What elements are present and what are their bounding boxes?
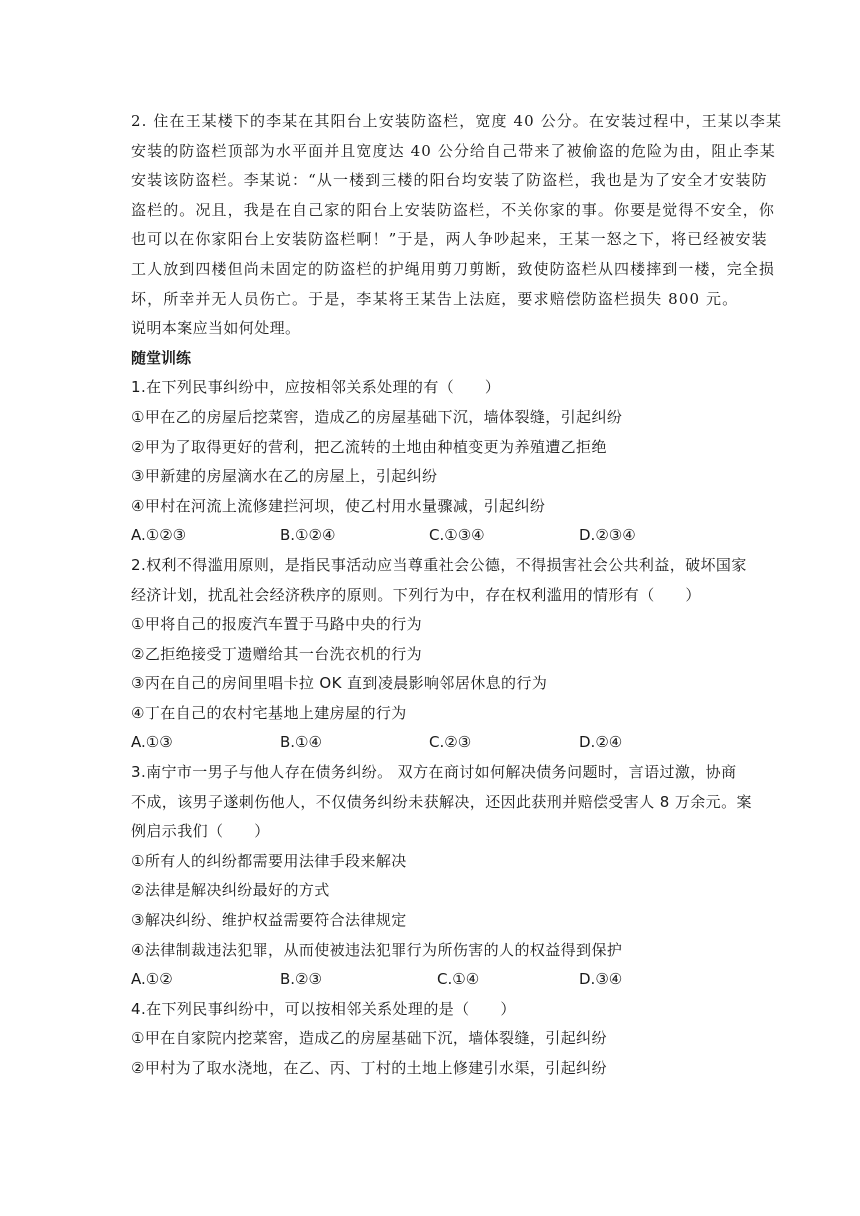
question-stem: 3.南宁市一男子与他人存在债务纠纷。 双方在商讨如何解决债务问题时，言语过激，协商	[131, 763, 737, 782]
question-3	[131, 758, 752, 995]
question-stem: 不成，该男子遂刺伤他人，不仅债务纠纷未获解决，还因此获刑并赔偿受害人 8 万余元。案	[131, 792, 752, 811]
question-item: ③甲新建的房屋滴水在乙的房屋上，引起纠纷	[131, 467, 438, 486]
option-d: D.③④	[579, 970, 623, 989]
option-c: C.①③④	[429, 526, 485, 545]
option-d: D.②④	[579, 733, 623, 752]
question-item: ④丁在自己的农村宅基地上建房屋的行为	[131, 703, 407, 722]
question-2	[131, 551, 747, 758]
question-stem: 1.在下列民事纠纷中，应按相邻关系处理的有（ ）	[131, 378, 501, 397]
case-line: 也可以在你家阳台上安装防盗栏啊！”于是，两人争吵起来，王某一怒之下，将已经被安装	[131, 230, 768, 249]
question-4	[131, 995, 737, 1084]
option-b: B.②③	[280, 970, 322, 989]
answer-options	[131, 728, 737, 758]
case-prompt: 说明本案应当如何处理。	[131, 319, 301, 338]
question-item: ④甲村在河流上流修建拦河坝，使乙村用水量骤减，引起纠纷	[131, 496, 546, 515]
answer-options	[131, 521, 737, 551]
document-content	[131, 107, 783, 1084]
case-line: 工人放到四楼但尚未固定的防盗栏的护绳用剪刀剪断，致使防盗栏从四楼摔到一楼，完全损	[131, 259, 776, 278]
section-title: 随堂训练	[131, 348, 192, 367]
question-item: ③丙在自己的房间里唱卡拉 OK 直到凌晨影响邻居休息的行为	[131, 674, 548, 693]
question-item: ③解决纠纷、维护权益需要符合法律规定	[131, 911, 407, 930]
question-item: ②乙拒绝接受丁遗赠给其一台洗衣机的行为	[131, 644, 423, 663]
option-c: C.②③	[429, 733, 472, 752]
answer-options	[131, 965, 737, 995]
question-item: ②甲村为了取水浇地，在乙、丙、丁村的土地上修建引水渠，引起纠纷	[131, 1059, 607, 1077]
question-item: ①甲将自己的报废汽车置于马路中央的行为	[131, 615, 423, 634]
question-1	[131, 373, 737, 551]
question-stem: 2.权利不得滥用原则，是指民事活动应当尊重社会公德，不得损害社会公共利益，破坏国家	[131, 555, 747, 574]
option-a: A.①②③	[131, 526, 187, 545]
question-item: ④法律制裁违法犯罪，从而使被违法犯罪行为所伤害的人的权益得到保护	[131, 940, 623, 959]
option-c: C.①④	[437, 970, 480, 989]
case-line: 坏，所幸并无人员伤亡。于是，李某将王某告上法庭，要求赔偿防盗栏损失 800 元。	[131, 289, 739, 308]
question-stem: 4.在下列民事纠纷中，可以按相邻关系处理的是（ ）	[131, 999, 516, 1018]
option-a: A.①②	[131, 970, 173, 989]
case-paragraph	[131, 107, 783, 314]
question-stem: 经济计划，扰乱社会经济秩序的原则。下列行为中，存在权利滥用的情形有（ ）	[131, 585, 701, 604]
question-item: ②甲为了取得更好的营利，把乙流转的土地由种植变更为养殖遭乙拒绝	[131, 437, 607, 456]
question-item: ①甲在自家院内挖菜窖，造成乙的房屋基础下沉，墙体裂缝，引起纠纷	[131, 1029, 607, 1048]
case-line: 2. 住在王某楼下的李某在其阳台上安装防盗栏，宽度 40 公分。在安装过程中，王某以李某	[131, 112, 783, 130]
option-d: D.②③④	[579, 526, 636, 545]
question-stem: 例启示我们（ ）	[131, 822, 270, 841]
option-a: A.①③	[131, 733, 173, 752]
question-item: ①所有人的纠纷都需要用法律手段来解决	[131, 851, 407, 870]
option-b: B.①②④	[280, 526, 336, 545]
question-item: ②法律是解决纠纷最好的方式	[131, 881, 330, 900]
case-line: 安装该防盗栏。李某说：“从一楼到三楼的阳台均安装了防盗栏，我也是为了安全才安装防	[131, 171, 768, 190]
case-line: 盗栏的。况且，我是在自己家的阳台上安装防盗栏，不关你家的事。你要是觉得不安全，你	[131, 200, 776, 219]
option-b: B.①④	[280, 733, 322, 752]
question-item: ①甲在乙的房屋后挖菜窖，造成乙的房屋基础下沉，墙体裂缝，引起纠纷	[131, 407, 623, 426]
case-line: 安装的防盗栏顶部为水平面并且宽度达 40 公分给自己带来了被偷盗的危险为由，阻止李某	[131, 141, 776, 160]
